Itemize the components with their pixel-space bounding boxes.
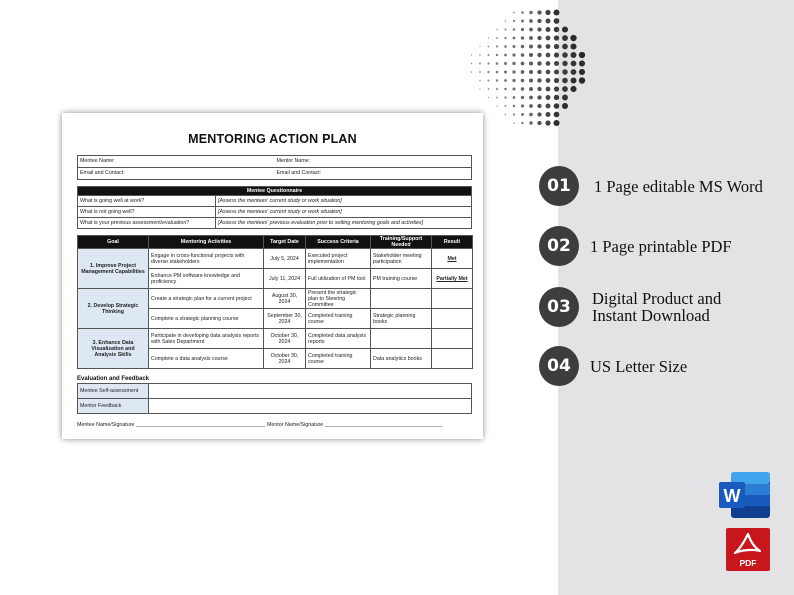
halftone-dot [505, 29, 507, 31]
training-cell: Data analytics books [371, 349, 432, 369]
halftone-dot [512, 53, 515, 56]
halftone-dot [488, 80, 490, 82]
halftone-dot [504, 96, 506, 98]
criteria-cell: Completed training course [306, 349, 371, 369]
halftone-dot [504, 62, 507, 65]
halftone-dot [570, 43, 576, 49]
feature-number-badge: 02 [539, 226, 579, 266]
training-cell: Stakeholder meeting participation [371, 249, 432, 269]
halftone-dot [496, 97, 498, 99]
halftone-dot [521, 70, 525, 74]
pdf-label: PDF [739, 558, 757, 568]
feature-item [539, 346, 687, 386]
answer-cell: [Assess the mentees' current study or work situation] [216, 196, 472, 207]
result-cell [432, 329, 473, 349]
halftone-dot [521, 53, 525, 57]
halftone-dot [546, 61, 551, 66]
training-cell: PM training course [371, 269, 432, 289]
ms-word-icon [719, 472, 770, 518]
halftone-dot [545, 112, 550, 117]
criteria-cell: Present the strategic plan to Steering Committee [306, 289, 371, 309]
halftone-dot [513, 122, 515, 124]
question-cell: What is going well at work? [78, 196, 216, 207]
halftone-dot [529, 96, 533, 100]
halftone-dot [546, 70, 551, 75]
table-row [78, 289, 473, 309]
halftone-dot [562, 69, 567, 74]
mentee-signature: Mentee Name/Signature ____________________________________________ [77, 422, 266, 428]
header-success-criteria: Success Criteria [306, 236, 371, 249]
halftone-dot [513, 113, 515, 115]
activity-cell: Complete a strategic planning course [149, 309, 264, 329]
halftone-dot [579, 69, 585, 75]
feature-number-badge: 01 [539, 166, 579, 206]
halftone-dot [579, 77, 585, 83]
halftone-dot [471, 71, 473, 73]
halftone-dot [562, 86, 568, 92]
halftone-dot [529, 113, 533, 117]
halftone-dot [546, 53, 551, 58]
result-cell: Met [432, 249, 473, 269]
mentor-name-label: Mentor Name: [275, 156, 472, 168]
criteria-cell: Full utilization of PM tool [306, 269, 371, 289]
halftone-dot [521, 104, 524, 107]
halftone-dot [570, 86, 576, 92]
header-result: Result [432, 236, 473, 249]
halftone-dot [496, 71, 499, 74]
halftone-dot [546, 36, 551, 41]
criteria-cell: Executed project implementation [306, 249, 371, 269]
halftone-dot [529, 36, 533, 40]
halftone-dot [488, 46, 490, 48]
halftone-dot [579, 52, 585, 58]
halftone-dot [537, 70, 541, 74]
halftone-dot [562, 52, 568, 58]
halftone-dot [571, 78, 577, 84]
result-cell [432, 309, 473, 329]
signature-line [77, 422, 472, 428]
halftone-dot [562, 44, 568, 50]
activity-cell: Create a strategic plan for a current project [149, 289, 264, 309]
halftone-dot [537, 112, 541, 116]
halftone-dot [496, 62, 499, 65]
halftone-dot [504, 54, 507, 57]
mentor-signature: Mentor Name/Signature ________________________________________ [267, 422, 443, 428]
halftone-dot [562, 26, 568, 32]
answer-cell: [Assess the mentees' current study or work situation] [216, 207, 472, 218]
halftone-dot [488, 97, 489, 98]
halftone-dot [504, 37, 506, 39]
header-training: Training/Support Needed [371, 236, 432, 249]
halftone-dot [553, 9, 559, 15]
result-cell [432, 349, 473, 369]
feature-item [539, 287, 721, 327]
halftone-dot [529, 104, 533, 108]
halftone-dot [554, 103, 560, 109]
halftone-dot [513, 20, 515, 22]
halftone-dot [479, 80, 481, 82]
halftone-dot [513, 12, 515, 14]
halftone-dot [537, 95, 541, 99]
word-letter: W [723, 486, 741, 506]
halftone-dot [529, 87, 533, 91]
mentee-info-table [77, 155, 472, 180]
halftone-dot [529, 19, 533, 23]
date-cell: October 30, 2024 [264, 329, 306, 349]
criteria-cell: Completed training course [306, 309, 371, 329]
halftone-dot [546, 87, 551, 92]
feature-item [539, 226, 732, 266]
halftone-dot [496, 54, 498, 56]
halftone-dot [554, 78, 559, 83]
halftone-dot [537, 78, 541, 82]
halftone-dot [537, 104, 541, 108]
halftone-dot [553, 120, 559, 126]
halftone-dot [496, 79, 498, 81]
halftone-dot [471, 54, 472, 55]
halftone-dot [537, 61, 541, 65]
halftone-dot [579, 60, 585, 66]
activity-cell: Participate in developing data analysis reports with Sales Department [149, 329, 264, 349]
result-cell [432, 289, 473, 309]
goal-cell: 2. Develop Strategic Thinking [78, 289, 149, 329]
halftone-dot [537, 53, 541, 57]
halftone-dot [537, 44, 541, 48]
halftone-dot [562, 35, 568, 41]
halftone-dot [471, 63, 473, 65]
halftone-dot [554, 69, 559, 74]
result-cell: Partially Met [432, 269, 473, 289]
halftone-dot [537, 36, 541, 40]
halftone-dot [505, 105, 507, 107]
halftone-dot [496, 29, 497, 30]
halftone-dot [554, 35, 559, 40]
halftone-dot [521, 96, 524, 99]
training-cell [371, 289, 432, 309]
halftone-dot [554, 95, 559, 100]
mentor-email-label: Email and Contact: [275, 168, 472, 180]
halftone-dot [545, 120, 550, 125]
criteria-cell: Completed data analysis reports [306, 329, 371, 349]
feature-text: 1 Page editable MS Word [594, 176, 763, 196]
halftone-dot [512, 62, 515, 65]
feature-text: Digital Product and Instant Download [592, 289, 722, 325]
halftone-dot [488, 88, 490, 90]
halftone-dot [545, 10, 550, 15]
halftone-dot [521, 122, 523, 124]
halftone-dot [521, 87, 524, 90]
halftone-dot [554, 112, 560, 118]
halftone-dot [562, 78, 568, 84]
halftone-dot [521, 62, 525, 66]
halftone-dot [554, 52, 559, 57]
halftone-dot [487, 54, 489, 56]
feature-text: 1 Page printable PDF [590, 236, 732, 256]
question-cell: What is your previous assessment/evaluation? [78, 218, 216, 229]
halftone-dot [479, 88, 480, 89]
halftone-dot [546, 44, 551, 49]
halftone-dot [496, 88, 498, 90]
halftone-dot [504, 79, 507, 82]
mentee-name-label: Mentee Name: [78, 156, 275, 168]
halftone-dot [488, 37, 489, 38]
halftone-dot [571, 69, 577, 75]
date-cell: August 30, 2024 [264, 289, 306, 309]
halftone-dot [562, 95, 568, 101]
halftone-dot [521, 11, 524, 14]
date-cell: July 5, 2024 [264, 249, 306, 269]
document-title: MENTORING ACTION PLAN [188, 132, 357, 146]
halftone-dot [529, 70, 533, 74]
halftone-dot [537, 19, 541, 23]
activity-cell: Complete a data analysis course [149, 349, 264, 369]
pdf-icon [726, 528, 770, 571]
halftone-dot [554, 44, 559, 49]
answer-cell: [Assess the mentees' previous evaluation prior to setting mentoring goals and activities] [216, 218, 472, 229]
halftone-dot [554, 27, 560, 33]
goal-cell: 3. Enhance Data Visualization and Analysis Skills [78, 329, 149, 369]
halftone-dot [479, 71, 481, 73]
mentor-feedback-field [149, 399, 472, 414]
halftone-dot [487, 62, 489, 64]
mentee-email-label: Email and Contact: [78, 168, 275, 180]
halftone-dot [554, 61, 559, 66]
date-cell: July 11, 2024 [264, 269, 306, 289]
halftone-dot [521, 20, 524, 23]
date-cell: September 30, 2024 [264, 309, 306, 329]
self-assessment-field [149, 384, 472, 399]
halftone-dot [546, 95, 551, 100]
halftone-dot [537, 121, 541, 125]
halftone-dot [487, 71, 489, 73]
header-target-date: Target Date [264, 236, 306, 249]
training-cell [371, 329, 432, 349]
action-plan-table [77, 235, 473, 369]
halftone-dot [496, 105, 497, 106]
halftone-dot [562, 103, 568, 109]
table-row [78, 329, 473, 349]
activity-cell: Engage in cross-functional projects with diverse stakeholders [149, 249, 264, 269]
training-cell: Strategic planning books [371, 309, 432, 329]
evaluation-table [77, 383, 472, 414]
halftone-dot [496, 37, 498, 39]
document-preview [62, 113, 483, 439]
feature-item [539, 166, 763, 206]
halftone-dot [529, 53, 533, 57]
halftone-dot [479, 46, 480, 47]
halftone-dot [513, 28, 516, 31]
halftone-dot [504, 88, 507, 91]
halftone-dot [529, 79, 533, 83]
halftone-dot [529, 61, 533, 65]
question-cell: What is not going well? [78, 207, 216, 218]
halftone-dot [571, 52, 577, 58]
halftone-dot [545, 18, 550, 23]
halftone-dot [521, 79, 525, 83]
questionnaire-header: Mentee Questionnaire [78, 187, 472, 196]
halftone-dot [504, 45, 507, 48]
halftone-dot [479, 54, 481, 56]
halftone-dot [505, 20, 507, 22]
halftone-dot [512, 70, 515, 73]
halftone-dot [521, 36, 524, 39]
halftone-dot [546, 78, 551, 83]
halftone-dot [546, 27, 551, 32]
halftone-dot [513, 37, 516, 40]
halftone-dot [529, 45, 533, 49]
halftone-dot [571, 61, 577, 67]
halftone-dot [504, 71, 507, 74]
halftone-dot [529, 11, 532, 14]
halftone-dot [570, 35, 576, 41]
halftone-dot [512, 79, 515, 82]
halftone-dot [513, 96, 516, 99]
halftone-dot [479, 63, 481, 65]
halftone-dot [529, 121, 532, 124]
halftone-dot [562, 61, 567, 66]
halftone-dot [537, 27, 541, 31]
header-activities: Mentoring Activities [149, 236, 264, 249]
evaluation-title: Evaluation and Feedback [77, 376, 150, 382]
halftone-dot [546, 104, 551, 109]
halftone-dot [521, 28, 524, 31]
halftone-dot [521, 113, 524, 116]
feature-text: US Letter Size [590, 356, 688, 376]
feature-number-badge: 04 [539, 346, 579, 386]
halftone-dot [554, 18, 560, 24]
feature-number-badge: 03 [539, 287, 579, 327]
halftone-dot [512, 45, 515, 48]
halftone-dot [513, 105, 516, 108]
halftone-dot [512, 87, 515, 90]
self-assessment-label: Mentee Self-assessment [78, 384, 149, 399]
halftone-dot [537, 10, 541, 14]
table-row [78, 249, 473, 269]
halftone-dot [521, 45, 524, 48]
date-cell: October 30, 2024 [264, 349, 306, 369]
halftone-dot [505, 114, 506, 115]
halftone-dot [537, 87, 541, 91]
header-goal: Goal [78, 236, 149, 249]
questionnaire-table [77, 186, 472, 229]
mentor-feedback-label: Mentor Feedback [78, 399, 149, 414]
halftone-dot [496, 45, 498, 47]
goal-cell: 1. Improve Project Management Capabilities [78, 249, 149, 289]
activity-cell: Enhance PM software knowledge and proficiency [149, 269, 264, 289]
halftone-dot [554, 86, 559, 91]
halftone-dot [529, 28, 533, 32]
